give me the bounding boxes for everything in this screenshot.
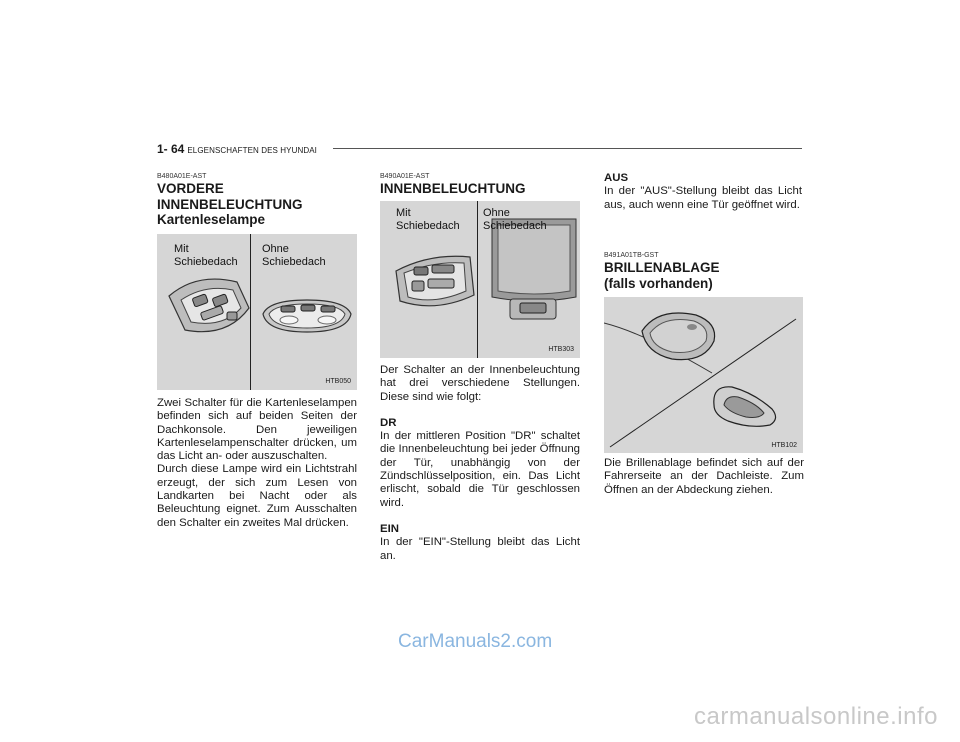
label-line: Mit xyxy=(396,207,411,219)
section-code: B491A01TB-GST xyxy=(604,252,659,259)
aus-block xyxy=(604,172,802,212)
paragraph: Durch diese Lampe wird ein Lichtstrahl erzeugt, der sich zum Lesen von Landkarten bei Nacht oder als Beleuchtung eignet. Zum Ausschalten den Schalter ein zweites Mal drücken. xyxy=(157,463,357,529)
body-text: Die Brillenablage befindet sich auf der Fahrerseite an der Dachleiste. Zum Öffnen an der Abdeckung ziehen. xyxy=(604,457,804,496)
label-line: Schiebedach xyxy=(396,220,460,232)
figure-sunglass-holder xyxy=(604,297,803,453)
map-lamp-switch-icon xyxy=(301,305,315,311)
heading-line: VORDERE xyxy=(157,181,224,196)
figure-code: HTB050 xyxy=(325,378,351,385)
section-code: B490A01E-AST xyxy=(380,173,430,180)
watermark-top[interactable]: CarManuals2.com xyxy=(398,631,553,652)
label-line: Ohne xyxy=(262,243,289,255)
room-lamp-switch-icon xyxy=(432,265,454,273)
body-text xyxy=(157,397,357,530)
label-line: Schiebedach xyxy=(262,256,326,268)
sunglass-holder-illustration xyxy=(604,297,803,453)
figure-room-lamp xyxy=(380,201,580,358)
console-without-sunroof xyxy=(263,300,351,332)
label-with-sunroof xyxy=(174,243,238,269)
figure-map-lamp xyxy=(157,234,357,390)
sunglass-holder-cover-icon xyxy=(642,313,715,360)
heading-line: (falls vorhanden) xyxy=(604,275,713,291)
heading-line: BRILLENABLAGE xyxy=(604,260,720,275)
label-with-sunroof xyxy=(396,207,460,233)
room-lamp-switch-icon xyxy=(414,267,428,275)
paragraph: Der Schalter an der Innenbeleuchtung hat drei verschiedene Stellungen. Diese sind wie folgt: xyxy=(380,364,580,403)
console-with-sunroof xyxy=(396,256,474,306)
label-without-sunroof xyxy=(262,243,326,269)
figure-divider xyxy=(477,201,478,358)
label-line: Schiebedach xyxy=(174,256,238,268)
page-header xyxy=(157,140,317,158)
grab-handle-icon xyxy=(714,387,776,427)
section-code: B480A01E-AST xyxy=(157,173,207,180)
figure-divider xyxy=(250,234,251,390)
paragraph: Zwei Schalter für die Kartenleselampen befinden sich auf beiden Seiten der Dachkonsole. Den jeweiligen Kartenleselampenschalter drücken, um das Licht an- oder auszuschalten. xyxy=(157,397,357,463)
watermark-bottom[interactable]: carmanualsonline.info xyxy=(694,703,938,730)
label-line: Ohne xyxy=(483,207,510,219)
heading-line: Kartenleselampe xyxy=(157,212,266,227)
section-heading: INNENBELEUCHTUNG xyxy=(380,181,526,196)
body-text xyxy=(380,364,580,563)
page-number: 1- 64 xyxy=(157,142,185,156)
map-lamp-switch-icon xyxy=(281,306,295,312)
room-lamp-lens xyxy=(492,219,576,319)
console-with-sunroof xyxy=(169,279,249,332)
room-lamp-switch-icon xyxy=(520,303,546,313)
subheading-aus: AUS xyxy=(604,172,629,184)
subheading-dr: DR xyxy=(380,416,397,429)
section-heading xyxy=(604,260,802,291)
map-lamp-switch-icon xyxy=(321,306,335,312)
figure-code: HTB303 xyxy=(548,346,574,353)
figure-code: HTB102 xyxy=(771,442,797,449)
section-title: ELGENSCHAFTEN DES HYUNDAI xyxy=(187,146,317,155)
subheading-ein: EIN xyxy=(380,522,399,535)
label-line: Mit xyxy=(174,243,189,255)
label-line: Schiebedach xyxy=(483,220,547,232)
paragraph: In der mittleren Position "DR" schaltet die Innenbeleuchtung bei jeder Öffnung der Tür, unabhängig von der Zündschlüsselposition, ein. Das Licht erlischt, sobald die Tür geschlossen wird. xyxy=(380,430,580,509)
section-heading xyxy=(157,181,357,228)
header-rule xyxy=(333,148,802,149)
paragraph: In der "AUS"-Stellung bleibt das Licht aus, auch wenn eine Tür geöffnet wird. xyxy=(604,185,802,211)
heading-line: INNENBELEUCHTUNG xyxy=(157,196,303,212)
paragraph: In der "EIN"-Stellung bleibt das Licht an. xyxy=(380,536,580,562)
label-without-sunroof xyxy=(483,207,547,233)
